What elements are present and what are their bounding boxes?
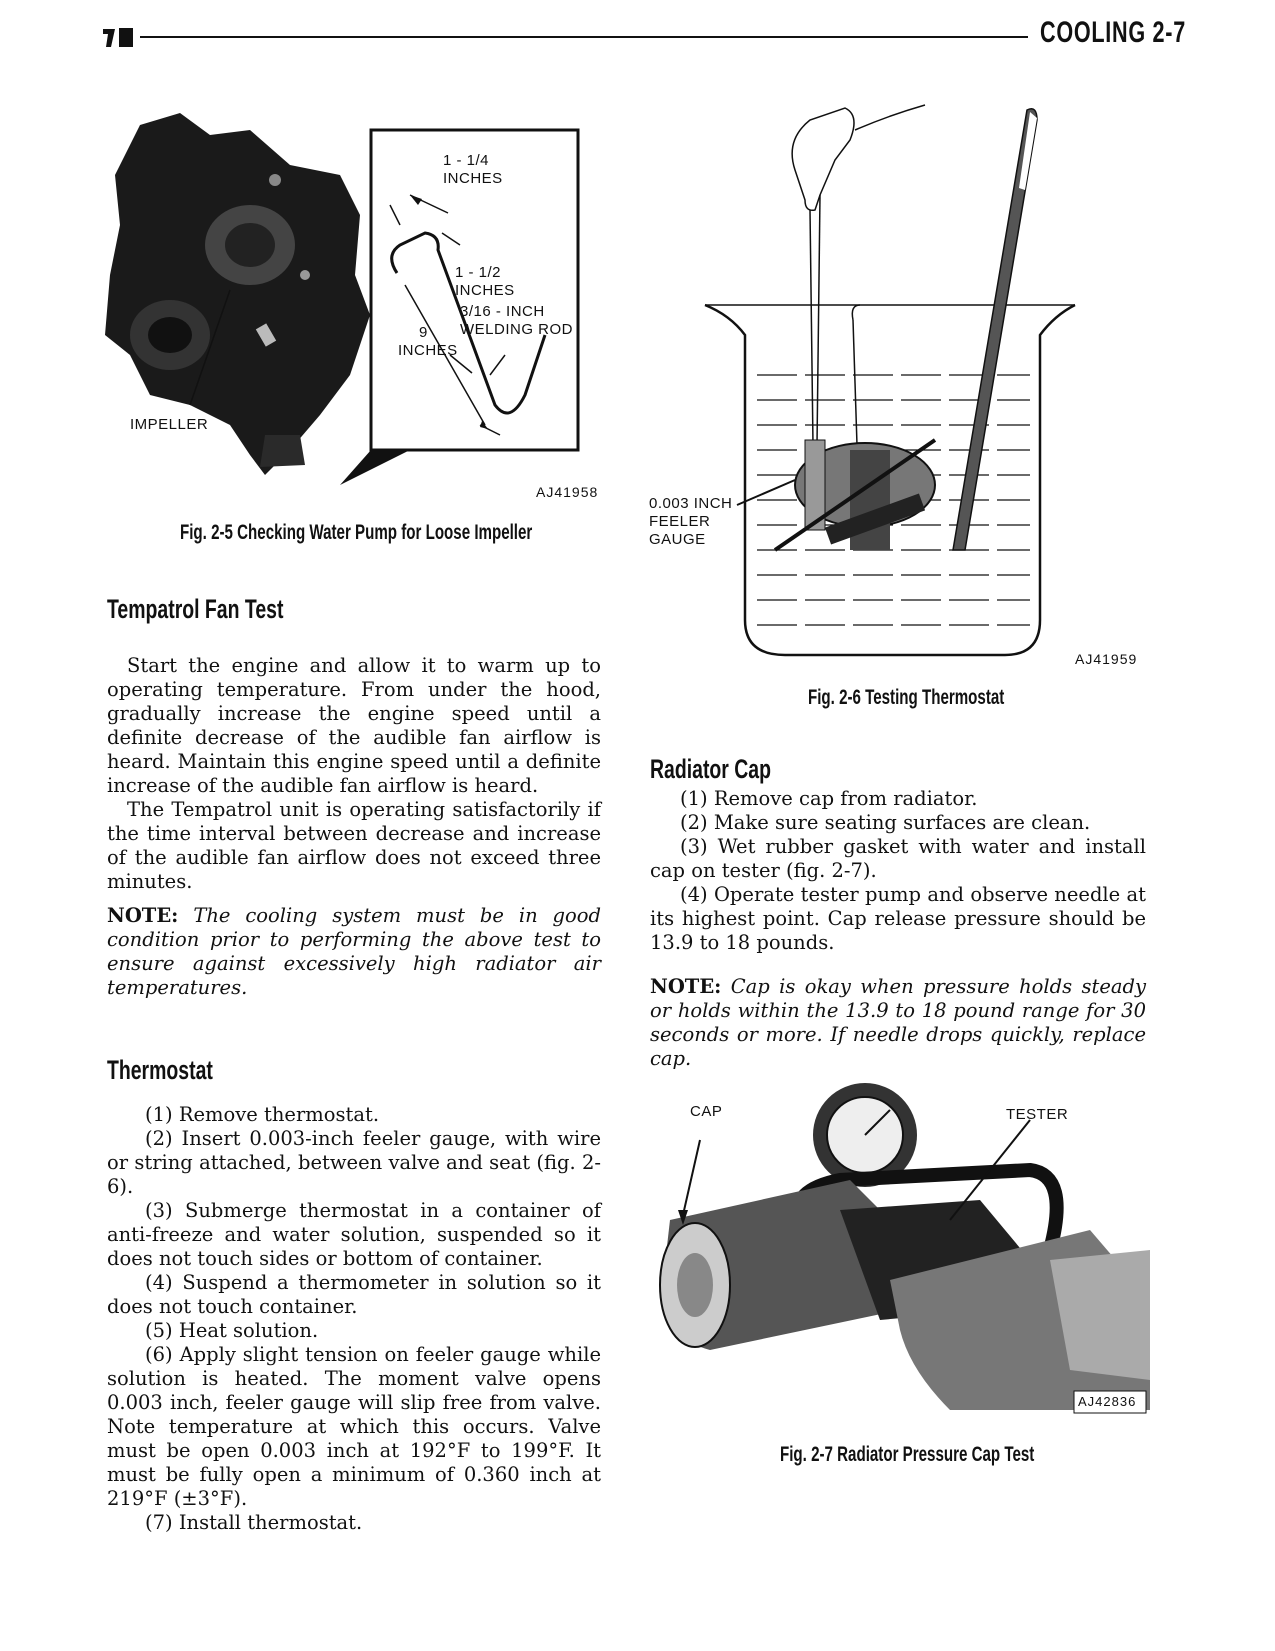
heading-thermostat: Thermostat: [107, 1055, 213, 1085]
note-text: The cooling system must be in good condition prior to performing the above test to ensure against excessively high radiator air temperatures.: [107, 904, 601, 999]
note-label: NOTE:: [107, 904, 179, 927]
section-title: COOLING 2-7: [1040, 16, 1186, 49]
figure-2-7: [650, 1080, 1150, 1430]
radiator-note: [650, 975, 1146, 1071]
heading-tempatrol: Tempatrol Fan Test: [107, 594, 284, 624]
thermostat-step-1: (1) Remove thermostat.: [145, 1103, 380, 1126]
thermostat-steps: [107, 1103, 601, 1535]
note-text: Cap is okay when pressure holds steady or holds within the 13.9 to 18 pound range for 30 seconds or more. If needle drops quickly, replace cap.: [650, 975, 1146, 1070]
thermostat-step-3: (3) Submerge thermostat in a container of anti-freeze and water solution, suspended so it does not touch sides or bottom of container.: [107, 1199, 601, 1270]
thermostat-step-4: (4) Suspend a thermometer in solution so it does not touch container.: [107, 1271, 601, 1318]
radiator-step-4: (4) Operate tester pump and observe needle at its highest point. Cap release pressure should be 13.9 to 18 pounds.: [650, 883, 1146, 954]
label-feeler: FEELER: [649, 513, 711, 530]
figure-2-5-caption: Fig. 2-5 Checking Water Pump for Loose Impeller: [180, 521, 533, 544]
thermostat-step-5: (5) Heat solution.: [145, 1319, 319, 1342]
label-1-1-2: 1 - 1/2: [455, 264, 502, 281]
thermostat-step-6: (6) Apply slight tension on feeler gauge while solution is heated. The moment valve opens 0.003 inch, feeler gauge will slip free from valve. Note temperature at which this occurs. Valve must be open 0.003 inch at 192°F to 199°F. It must be fully open a minimum of 0.360 inch at 219°F (±3°F).: [107, 1343, 601, 1510]
radiator-step-2: (2) Make sure seating surfaces are clean.: [680, 811, 1091, 834]
label-impeller: IMPELLER: [130, 416, 209, 433]
label-feeler-size: 0.003 INCH: [649, 495, 733, 512]
note-label: NOTE:: [650, 975, 722, 998]
label-gauge: GAUGE: [649, 531, 706, 548]
pressure-tester-photo: [650, 1080, 1150, 1430]
tempatrol-note: [107, 904, 601, 1000]
radiator-cap-steps: [650, 787, 1146, 955]
thermostat-step-2: (2) Insert 0.003-inch feeler gauge, with wire or string attached, between valve and seat (fig. 2-6).: [107, 1127, 601, 1198]
label-tester: TESTER: [1006, 1106, 1069, 1123]
label-welding-rod-size: 3/16 - INCH: [460, 303, 545, 320]
manufacturer-logo: [103, 25, 137, 47]
label-welding-rod: WELDING ROD: [460, 321, 574, 338]
label-1-1-2-unit: INCHES: [455, 282, 515, 299]
label-1-1-4-unit: INCHES: [443, 170, 503, 187]
figure-2-7-caption: Fig. 2-7 Radiator Pressure Cap Test: [780, 1443, 1035, 1466]
label-cap: CAP: [690, 1103, 723, 1120]
thermostat-step-7: (7) Install thermostat.: [145, 1511, 363, 1534]
header-rule: [140, 36, 1028, 38]
tempatrol-para-2: The Tempatrol unit is operating satisfactorily if the time interval between decrease and increase of the audible fan airflow does not exceed three minutes.: [107, 798, 601, 893]
label-9: 9: [419, 324, 428, 341]
figure-code: AJ42836: [1078, 1394, 1137, 1409]
figure-2-6: [645, 100, 1155, 680]
figure-code: AJ41959: [1075, 651, 1138, 667]
label-1-1-4: 1 - 1/4: [443, 152, 490, 169]
figure-2-6-caption: Fig. 2-6 Testing Thermostat: [808, 686, 1005, 709]
radiator-step-3: (3) Wet rubber gasket with water and install cap on tester (fig. 2-7).: [650, 835, 1146, 882]
figure-code: AJ41958: [536, 484, 599, 500]
tempatrol-para-1: Start the engine and allow it to warm up to operating temperature. From under the hood, gradually increase the engine speed until a definite decrease of the audible fan airflow is heard. Maintain this engine speed until a definite increase of the audible fan airflow is heard.: [107, 654, 601, 797]
figure-2-5: [100, 105, 630, 515]
thermostat-test-illustration: [645, 100, 1155, 680]
radiator-step-1: (1) Remove cap from radiator.: [680, 787, 978, 810]
label-9-unit: INCHES: [398, 342, 458, 359]
heading-radiator-cap: Radiator Cap: [650, 754, 771, 784]
water-pump-illustration: [100, 105, 630, 515]
